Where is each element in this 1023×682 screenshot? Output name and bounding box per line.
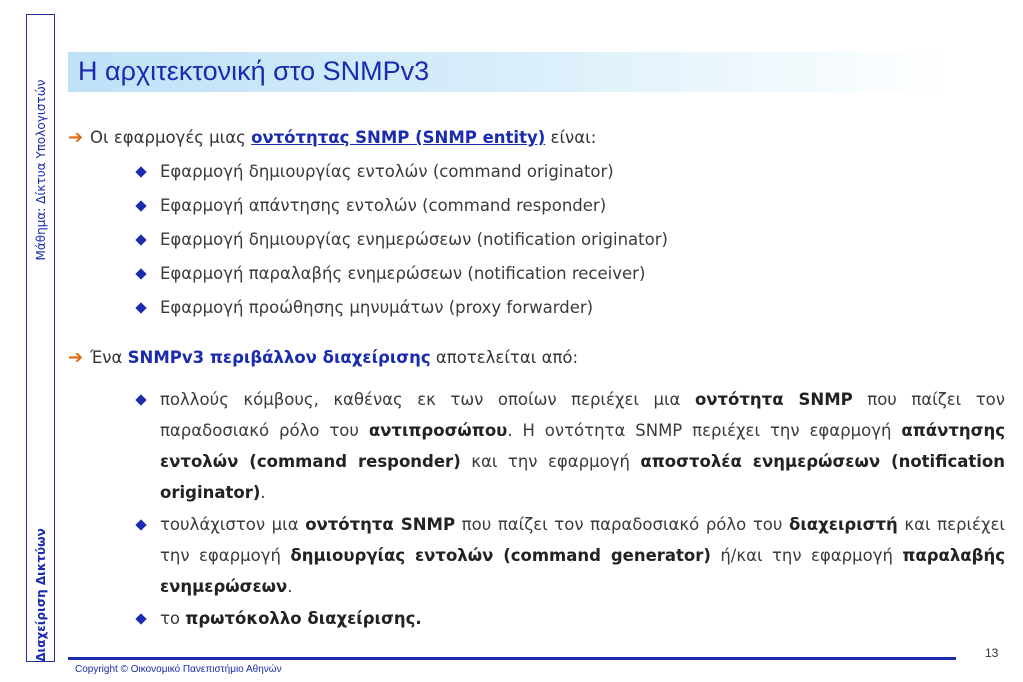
list-item: Εφαρμογή δημιουργίας ενημερώσεων (notification originator) bbox=[160, 230, 668, 249]
title-bar bbox=[68, 52, 948, 92]
subject-label: Διαχείριση Δικτύων bbox=[33, 528, 48, 662]
list-item: Εφαρμογή δημιουργίας εντολών (command originator) bbox=[160, 162, 614, 181]
diamond-bullet-icon bbox=[135, 268, 146, 279]
diamond-bullet-icon bbox=[135, 613, 146, 624]
paragraph-manager-node: τουλάχιστον μια οντότητα SNMP που παίζει τον παραδοσιακό ρόλο του διαχειριστή και περιέχει την εφαρμογή δημιουργίας εντολών (command generator) ή/και την εφαρμογή παραλαβής ενημερώσεων. bbox=[160, 509, 1005, 602]
diamond-bullet-icon bbox=[135, 200, 146, 211]
diamond-bullet-icon bbox=[135, 302, 146, 313]
diamond-bullet-icon bbox=[135, 519, 146, 530]
environment-bold: SNMPv3 περιβάλλον διαχείρισης bbox=[127, 348, 431, 367]
section1-heading: ➔ Οι εφαρμογές μιας οντότητας SNMP (SNMP entity) είναι: bbox=[68, 127, 597, 148]
arrow-right-icon: ➔ bbox=[68, 127, 84, 148]
slide-title: Η αρχιτεκτονική στο SNMPv3 bbox=[78, 56, 430, 86]
page-number: 13 bbox=[985, 646, 999, 660]
diamond-bullet-icon bbox=[135, 234, 146, 245]
paragraph-protocol: το πρωτόκολλο διαχείρισης. bbox=[160, 603, 1005, 634]
list-item: Εφαρμογή προώθησης μηνυμάτων (proxy forwarder) bbox=[160, 298, 593, 317]
course-label: Μάθημα: Δίκτυα Υπολογιστών bbox=[33, 79, 48, 261]
list-item: Εφαρμογή απάντησης εντολών (command responder) bbox=[160, 196, 606, 215]
arrow-right-icon: ➔ bbox=[68, 347, 84, 368]
copyright-text: Copyright © Οικονομικό Πανεπιστήμιο Αθηνών bbox=[75, 664, 282, 675]
sidebar-frame bbox=[26, 14, 55, 662]
list-item: Εφαρμογή παραλαβής ενημερώσεων (notification receiver) bbox=[160, 264, 645, 283]
diamond-bullet-icon bbox=[135, 166, 146, 177]
section2-heading: ➔ Ένα SNMPv3 περιβάλλον διαχείρισης αποτελείται από: bbox=[68, 347, 579, 368]
footer-divider bbox=[68, 657, 956, 660]
diamond-bullet-icon bbox=[135, 394, 146, 405]
entity-bold: οντότητας SNMP (SNMP entity) bbox=[251, 128, 546, 147]
paragraph-agent-nodes: πολλούς κόμβους, καθένας εκ των οποίων περιέχει μια οντότητα SNMP που παίζει τον παραδοσιακό ρόλο του αντιπροσώπου. Η οντότητα SNMP περιέχει την εφαρμογή απάντησης εντολών (command responder) και την εφαρμογή αποστολέα ενημερώσεων (notification originator). bbox=[160, 384, 1005, 508]
